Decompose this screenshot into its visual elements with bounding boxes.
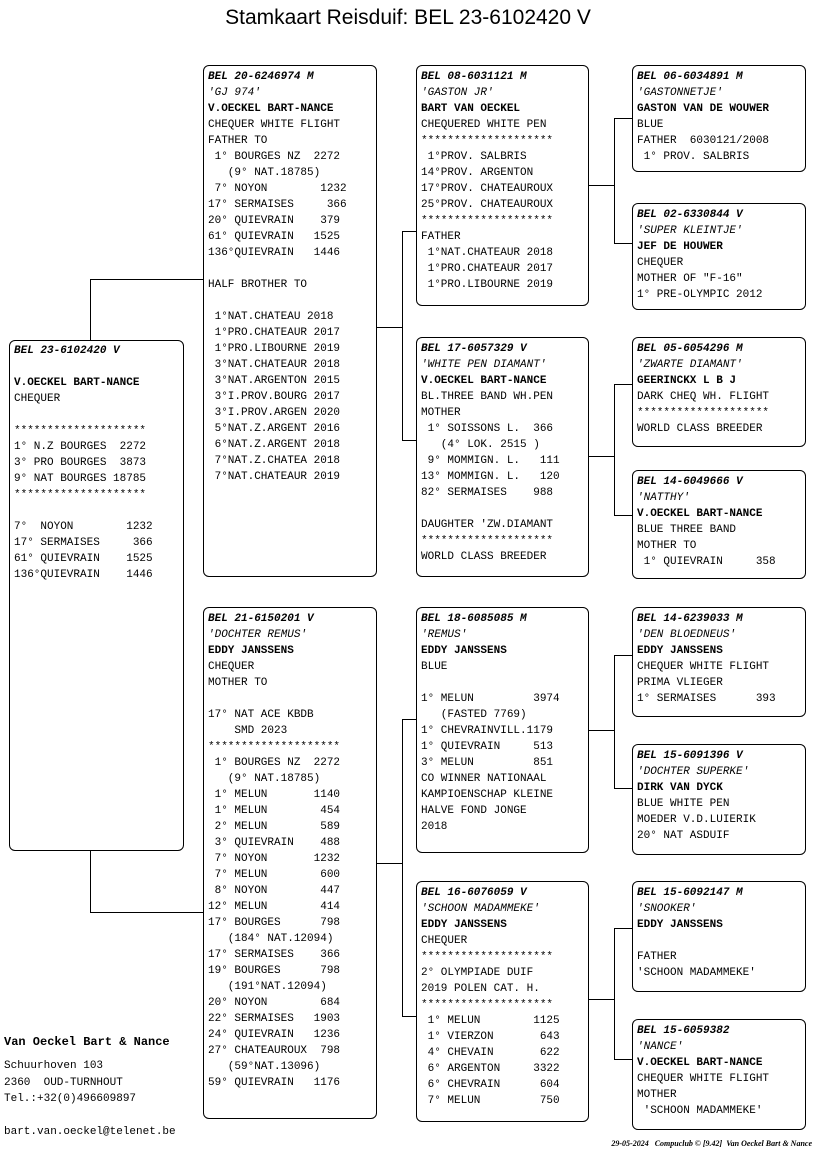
- info-line: 1° MELUN 454: [208, 805, 341, 817]
- ring-number: BEL 15-6059382: [637, 1025, 730, 1037]
- info-line: 3°I.PROV.BOURG 2017: [208, 391, 341, 403]
- info-line: ********************: [421, 535, 554, 547]
- pigeon-card-father-mother: [416, 337, 589, 577]
- owner-name: V.OECKEL BART-NANCE: [421, 375, 547, 387]
- connector-line: [614, 243, 632, 244]
- ring-number: BEL 17-6057329 V: [421, 343, 527, 355]
- info-line: 1° MELUN 3974: [421, 693, 560, 705]
- info-line: ********************: [637, 407, 770, 419]
- info-line: BLUE: [637, 119, 664, 131]
- info-line: WORLD CLASS BREEDER: [637, 423, 763, 435]
- connector-line: [90, 851, 91, 913]
- pigeon-nickname: 'GJ 974': [208, 87, 261, 99]
- pigeon-nickname: 'REMUS': [421, 629, 468, 641]
- ring-number: BEL 20-6246974 M: [208, 71, 314, 83]
- connector-line: [614, 928, 615, 1060]
- info-line: 1°PRO.CHATEAUR 2017: [421, 263, 554, 275]
- info-line: (191°NAT.12094): [208, 981, 327, 993]
- spacer: [14, 359, 179, 375]
- connector-line: [614, 788, 632, 789]
- info-line: (59°NAT.13096): [208, 1061, 321, 1073]
- pigeon-card-mother-mother-mother: [632, 1019, 806, 1130]
- breeder-email: bart.van.oeckel@telenet.be: [4, 1126, 176, 1138]
- info-line: CHEQUER: [637, 257, 684, 269]
- info-line: CHEQUER: [421, 935, 468, 947]
- info-line: 1°PRO.LIBOURNE 2019: [208, 343, 341, 355]
- pigeon-nickname: 'NANCE': [637, 1041, 684, 1053]
- info-line: 3° PRO BOURGES 3873: [14, 457, 147, 469]
- connector-line: [402, 719, 417, 720]
- info-line: 9° MOMMIGN. L. 111: [421, 455, 560, 467]
- owner-name: EDDY JANSSENS: [637, 645, 723, 657]
- info-line: 2° MELUN 589: [208, 821, 341, 833]
- pigeon-card-mother-father: [416, 607, 589, 853]
- pigeon-nickname: 'SUPER KLEINTJE': [637, 225, 743, 237]
- pigeon-nickname: 'DOCHTER SUPERKE': [637, 766, 750, 778]
- info-line: FATHER: [421, 231, 461, 243]
- info-line: 12° MELUN 414: [208, 901, 341, 913]
- pigeon-nickname: 'DOCHTER REMUS': [208, 629, 308, 641]
- info-line: 5°NAT.Z.ARGENT 2016: [208, 423, 341, 435]
- owner-name: GASTON VAN DE WOUWER: [637, 103, 770, 115]
- info-line: 17° SERMAISES 366: [208, 949, 341, 961]
- info-line: 7° NOYON 1232: [208, 183, 347, 195]
- info-line: [421, 675, 584, 691]
- pigeon-card-mother-mother-father: [632, 881, 806, 992]
- pigeon-nickname: 'ZWARTE DIAMANT': [637, 359, 743, 371]
- info-line: 1° SOISSONS L. 366: [421, 423, 554, 435]
- pigeon-nickname: 'SNOOKER': [637, 903, 697, 915]
- info-line: 3° QUIEVRAIN 488: [208, 837, 341, 849]
- info-line: 7° MELUN 750: [421, 1095, 560, 1107]
- info-line: 7°NAT.Z.CHATEA 2018: [208, 455, 341, 467]
- info-line: 17° BOURGES 798: [208, 917, 341, 929]
- connector-line: [402, 231, 403, 441]
- info-line: 1°NAT.CHATEAUR 2018: [421, 247, 554, 259]
- info-line: 1° MELUN 1125: [421, 1015, 560, 1027]
- pigeon-card-mother-father-mother: [632, 744, 806, 855]
- info-line: 13° MOMMIGN. L. 120: [421, 471, 560, 483]
- info-line: 61° QUIEVRAIN 1525: [208, 231, 341, 243]
- info-line: 14°PROV. ARGENTON: [421, 167, 534, 179]
- owner-name: V.OECKEL BART-NANCE: [14, 377, 140, 389]
- connector-line: [614, 515, 632, 516]
- connector-line: [402, 719, 403, 1017]
- info-line: 2019 POLEN CAT. H.: [421, 983, 540, 995]
- ring-number: BEL 02-6330844 V: [637, 209, 743, 221]
- connector-line: [614, 1059, 632, 1060]
- info-line: (9° NAT.18785): [208, 773, 321, 785]
- owner-name: V.OECKEL BART-NANCE: [208, 103, 334, 115]
- info-line: CHEQUER WHITE FLIGHT: [637, 661, 770, 673]
- info-line: ********************: [421, 215, 554, 227]
- info-line: DAUGHTER 'ZW.DIAMANT: [421, 519, 554, 531]
- page-title: Stamkaart Reisduif: BEL 23-6102420 V: [225, 6, 591, 29]
- info-line: 136°QUIEVRAIN 1446: [208, 247, 341, 259]
- info-line: 1°PRO.LIBOURNE 2019: [421, 279, 554, 291]
- pigeon-card-father: [203, 65, 377, 577]
- ring-number: BEL 16-6076059 V: [421, 887, 527, 899]
- info-line: 1° N.Z BOURGES 2272: [14, 441, 147, 453]
- info-line: 22° SERMAISES 1903: [208, 1013, 341, 1025]
- ring-number: BEL 18-6085085 M: [421, 613, 527, 625]
- info-line: PRIMA VLIEGER: [637, 677, 723, 689]
- connector-line: [614, 384, 615, 516]
- info-line: SMD 2023: [208, 725, 288, 737]
- connector-line: [589, 730, 615, 731]
- info-line: 3°NAT.CHATEAUR 2018: [208, 359, 341, 371]
- ring-number: BEL 15-6091396 V: [637, 750, 743, 762]
- info-line: ********************: [14, 489, 147, 501]
- info-line: ********************: [421, 999, 554, 1011]
- info-line: 27° CHATEAUROUX 798: [208, 1045, 341, 1057]
- info-line: MOTHER TO: [637, 540, 697, 552]
- info-line: 9° NAT BOURGES 18785: [14, 473, 147, 485]
- pigeon-card-father-mother-mother: [632, 470, 806, 579]
- info-line: 25°PROV. CHATEAUROUX: [421, 199, 554, 211]
- breeder-street: Schuurhoven 103: [4, 1060, 104, 1072]
- info-line: MOTHER OF "F-16": [637, 273, 743, 285]
- info-line: ********************: [208, 741, 341, 753]
- info-line: 17° NAT ACE KBDB: [208, 709, 314, 721]
- owner-name: JEF DE HOUWER: [637, 241, 723, 253]
- info-line: 1°NAT.CHATEAU 2018: [208, 311, 334, 323]
- owner-name: V.OECKEL BART-NANCE: [637, 508, 763, 520]
- info-line: (9° NAT.18785): [208, 167, 321, 179]
- info-line: [208, 261, 372, 277]
- connector-line: [377, 863, 403, 864]
- pigeon-nickname: 'WHITE PEN DIAMANT': [421, 359, 547, 371]
- connector-line: [377, 327, 403, 328]
- connector-line: [614, 928, 632, 929]
- footer-meta: 29-05-2024 Compuclub © [9.42] Van Oeckel Bart & Nance: [611, 1139, 812, 1148]
- info-line: 2° OLYMPIADE DUIF: [421, 967, 534, 979]
- info-line: BLUE WHITE PEN: [637, 798, 730, 810]
- connector-line: [90, 279, 91, 340]
- connector-line: [402, 231, 417, 232]
- info-line: DARK CHEQ WH. FLIGHT: [637, 391, 770, 403]
- info-line: (FASTED 7769): [421, 709, 527, 721]
- info-line: 59° QUIEVRAIN 1176: [208, 1077, 341, 1089]
- info-line: 1° PROV. SALBRIS: [637, 151, 750, 163]
- info-line: 17°PROV. CHATEAUROUX: [421, 183, 554, 195]
- connector-line: [90, 279, 204, 280]
- info-line: CHEQUER WHITE FLIGHT: [208, 119, 341, 131]
- info-line: 61° QUIEVRAIN 1525: [14, 553, 153, 565]
- info-line: 3°NAT.ARGENTON 2015: [208, 375, 341, 387]
- info-line: FATHER TO: [208, 135, 268, 147]
- info-line: 7° NOYON 1232: [208, 853, 341, 865]
- info-line: [637, 933, 801, 949]
- info-line: HALVE FOND JONGE: [421, 805, 527, 817]
- pigeon-card-main: [9, 340, 184, 851]
- info-line: 6°NAT.Z.ARGENT 2018: [208, 439, 341, 451]
- owner-name: V.OECKEL BART-NANCE: [637, 1057, 763, 1069]
- info-line: 1° BOURGES NZ 2272: [208, 757, 341, 769]
- info-line: 4° CHEVAIN 622: [421, 1047, 560, 1059]
- info-line: 1°PROV. SALBRIS: [421, 151, 527, 163]
- ring-number: BEL 08-6031121 M: [421, 71, 527, 83]
- info-line: FATHER 6030121/2008: [637, 135, 770, 147]
- pigeon-card-father-father: [416, 65, 589, 306]
- info-line: MOEDER V.D.LUIERIK: [637, 814, 756, 826]
- info-line: 'SCHOON MADAMMEKE': [637, 967, 756, 979]
- info-line: 20° NAT ASDUIF: [637, 830, 730, 842]
- owner-name: DIRK VAN DYCK: [637, 782, 723, 794]
- pigeon-nickname: 'GASTONNETJE': [637, 87, 723, 99]
- info-line: [208, 691, 372, 707]
- ring-number: BEL 14-6049666 V: [637, 476, 743, 488]
- info-line: 3°I.PROV.ARGEN 2020: [208, 407, 341, 419]
- info-line: 82° SERMAISES 988: [421, 487, 554, 499]
- info-line: 24° QUIEVRAIN 1236: [208, 1029, 341, 1041]
- info-line: 1° PRE-OLYMPIC 2012: [637, 289, 763, 301]
- info-line: MOTHER: [637, 1089, 677, 1101]
- connector-line: [614, 118, 615, 244]
- breeder-phone: Tel.:+32(0)496609897: [4, 1093, 137, 1105]
- info-line: 1° CHEVRAINVILL.1179: [421, 725, 554, 737]
- info-line: 20° NOYON 684: [208, 997, 341, 1009]
- info-line: 2018: [421, 821, 448, 833]
- ring-number: BEL 14-6239033 M: [637, 613, 743, 625]
- pigeon-card-father-mother-father: [632, 337, 806, 447]
- info-line: 20° QUIEVRAIN 379: [208, 215, 341, 227]
- info-line: 17° SERMAISES 366: [208, 199, 347, 211]
- info-line: 6° ARGENTON 3322: [421, 1063, 560, 1075]
- ring-number: BEL 23-6102420 V: [14, 345, 120, 357]
- info-line: 136°QUIEVRAIN 1446: [14, 569, 153, 581]
- info-line: ********************: [421, 951, 554, 963]
- info-line: CHEQUER: [208, 661, 255, 673]
- info-line: 7°NAT.CHATEAUR 2019: [208, 471, 341, 483]
- connector-line: [614, 655, 632, 656]
- info-line: 6° CHEVRAIN 604: [421, 1079, 560, 1091]
- pigeon-nickname: 'DEN BLOEDNEUS': [637, 629, 737, 641]
- info-line: 1° VIERZON 643: [421, 1031, 560, 1043]
- pigeon-card-father-father-father: [632, 65, 806, 172]
- info-line: [421, 501, 584, 517]
- info-line: ********************: [421, 135, 554, 147]
- info-line: CHEQUER: [14, 393, 61, 405]
- info-line: 1° QUIEVRAIN 358: [637, 556, 776, 568]
- info-line: FATHER: [637, 951, 677, 963]
- info-line: (4° LOK. 2515 ): [421, 439, 540, 451]
- info-line: 8° NOYON 447: [208, 885, 341, 897]
- info-line: MOTHER: [421, 407, 461, 419]
- breeder-city: 2360 OUD-TURNHOUT: [4, 1077, 123, 1089]
- info-line: 19° BOURGES 798: [208, 965, 341, 977]
- connector-line: [402, 440, 417, 441]
- breeder-name: Van Oeckel Bart & Nance: [4, 1035, 170, 1049]
- connector-line: [589, 456, 615, 457]
- info-line: HALF BROTHER TO: [208, 279, 308, 291]
- owner-name: GEERINCKX L B J: [637, 375, 737, 387]
- info-line: KAMPIOENSCHAP KLEINE: [421, 789, 554, 801]
- info-line: WORLD CLASS BREEDER: [421, 551, 547, 563]
- ring-number: BEL 05-6054296 M: [637, 343, 743, 355]
- connector-line: [614, 655, 615, 789]
- info-line: CHEQUER WHITE FLIGHT: [637, 1073, 770, 1085]
- pigeon-nickname: 'SCHOON MADAMMEKE': [421, 903, 540, 915]
- connector-line: [402, 1016, 417, 1017]
- connector-line: [614, 384, 632, 385]
- info-line: [208, 293, 372, 309]
- info-line: BLUE: [421, 661, 448, 673]
- owner-name: EDDY JANSSENS: [421, 645, 507, 657]
- ring-number: BEL 06-6034891 M: [637, 71, 743, 83]
- pigeon-card-mother-father-father: [632, 607, 806, 717]
- owner-name: EDDY JANSSENS: [208, 645, 294, 657]
- owner-name: BART VAN OECKEL: [421, 103, 521, 115]
- info-line: 1° QUIEVRAIN 513: [421, 741, 554, 753]
- info-line: 1° MELUN 1140: [208, 789, 341, 801]
- info-line: [14, 407, 179, 423]
- info-line: 17° SERMAISES 366: [14, 537, 153, 549]
- info-line: CO WINNER NATIONAAL: [421, 773, 547, 785]
- pigeon-nickname: 'NATTHY': [637, 492, 690, 504]
- info-line: 3° MELUN 851: [421, 757, 554, 769]
- info-line: 1°PRO.CHATEAUR 2017: [208, 327, 341, 339]
- info-line: MOTHER TO: [208, 677, 268, 689]
- info-line: BL.THREE BAND WH.PEN: [421, 391, 554, 403]
- connector-line: [589, 185, 615, 186]
- info-line: 7° MELUN 600: [208, 869, 341, 881]
- connector-line: [614, 118, 632, 119]
- info-line: 'SCHOON MADAMMEKE': [637, 1105, 763, 1117]
- info-line: (184° NAT.12094): [208, 933, 334, 945]
- owner-name: EDDY JANSSENS: [637, 919, 723, 931]
- info-line: ********************: [14, 425, 147, 437]
- connector-line: [90, 912, 204, 913]
- info-line: BLUE THREE BAND: [637, 524, 737, 536]
- pigeon-card-father-father-mother: [632, 203, 806, 310]
- info-line: CHEQUERED WHITE PEN: [421, 119, 547, 131]
- ring-number: BEL 15-6092147 M: [637, 887, 743, 899]
- info-line: [14, 503, 179, 519]
- pigeon-card-mother: [203, 607, 377, 1119]
- info-line: 1° BOURGES NZ 2272: [208, 151, 341, 163]
- pigeon-card-mother-mother: [416, 881, 589, 1122]
- owner-name: EDDY JANSSENS: [421, 919, 507, 931]
- info-line: 1° SERMAISES 393: [637, 693, 776, 705]
- pigeon-nickname: 'GASTON JR': [421, 87, 494, 99]
- ring-number: BEL 21-6150201 V: [208, 613, 314, 625]
- connector-line: [589, 999, 615, 1000]
- info-line: 7° NOYON 1232: [14, 521, 153, 533]
